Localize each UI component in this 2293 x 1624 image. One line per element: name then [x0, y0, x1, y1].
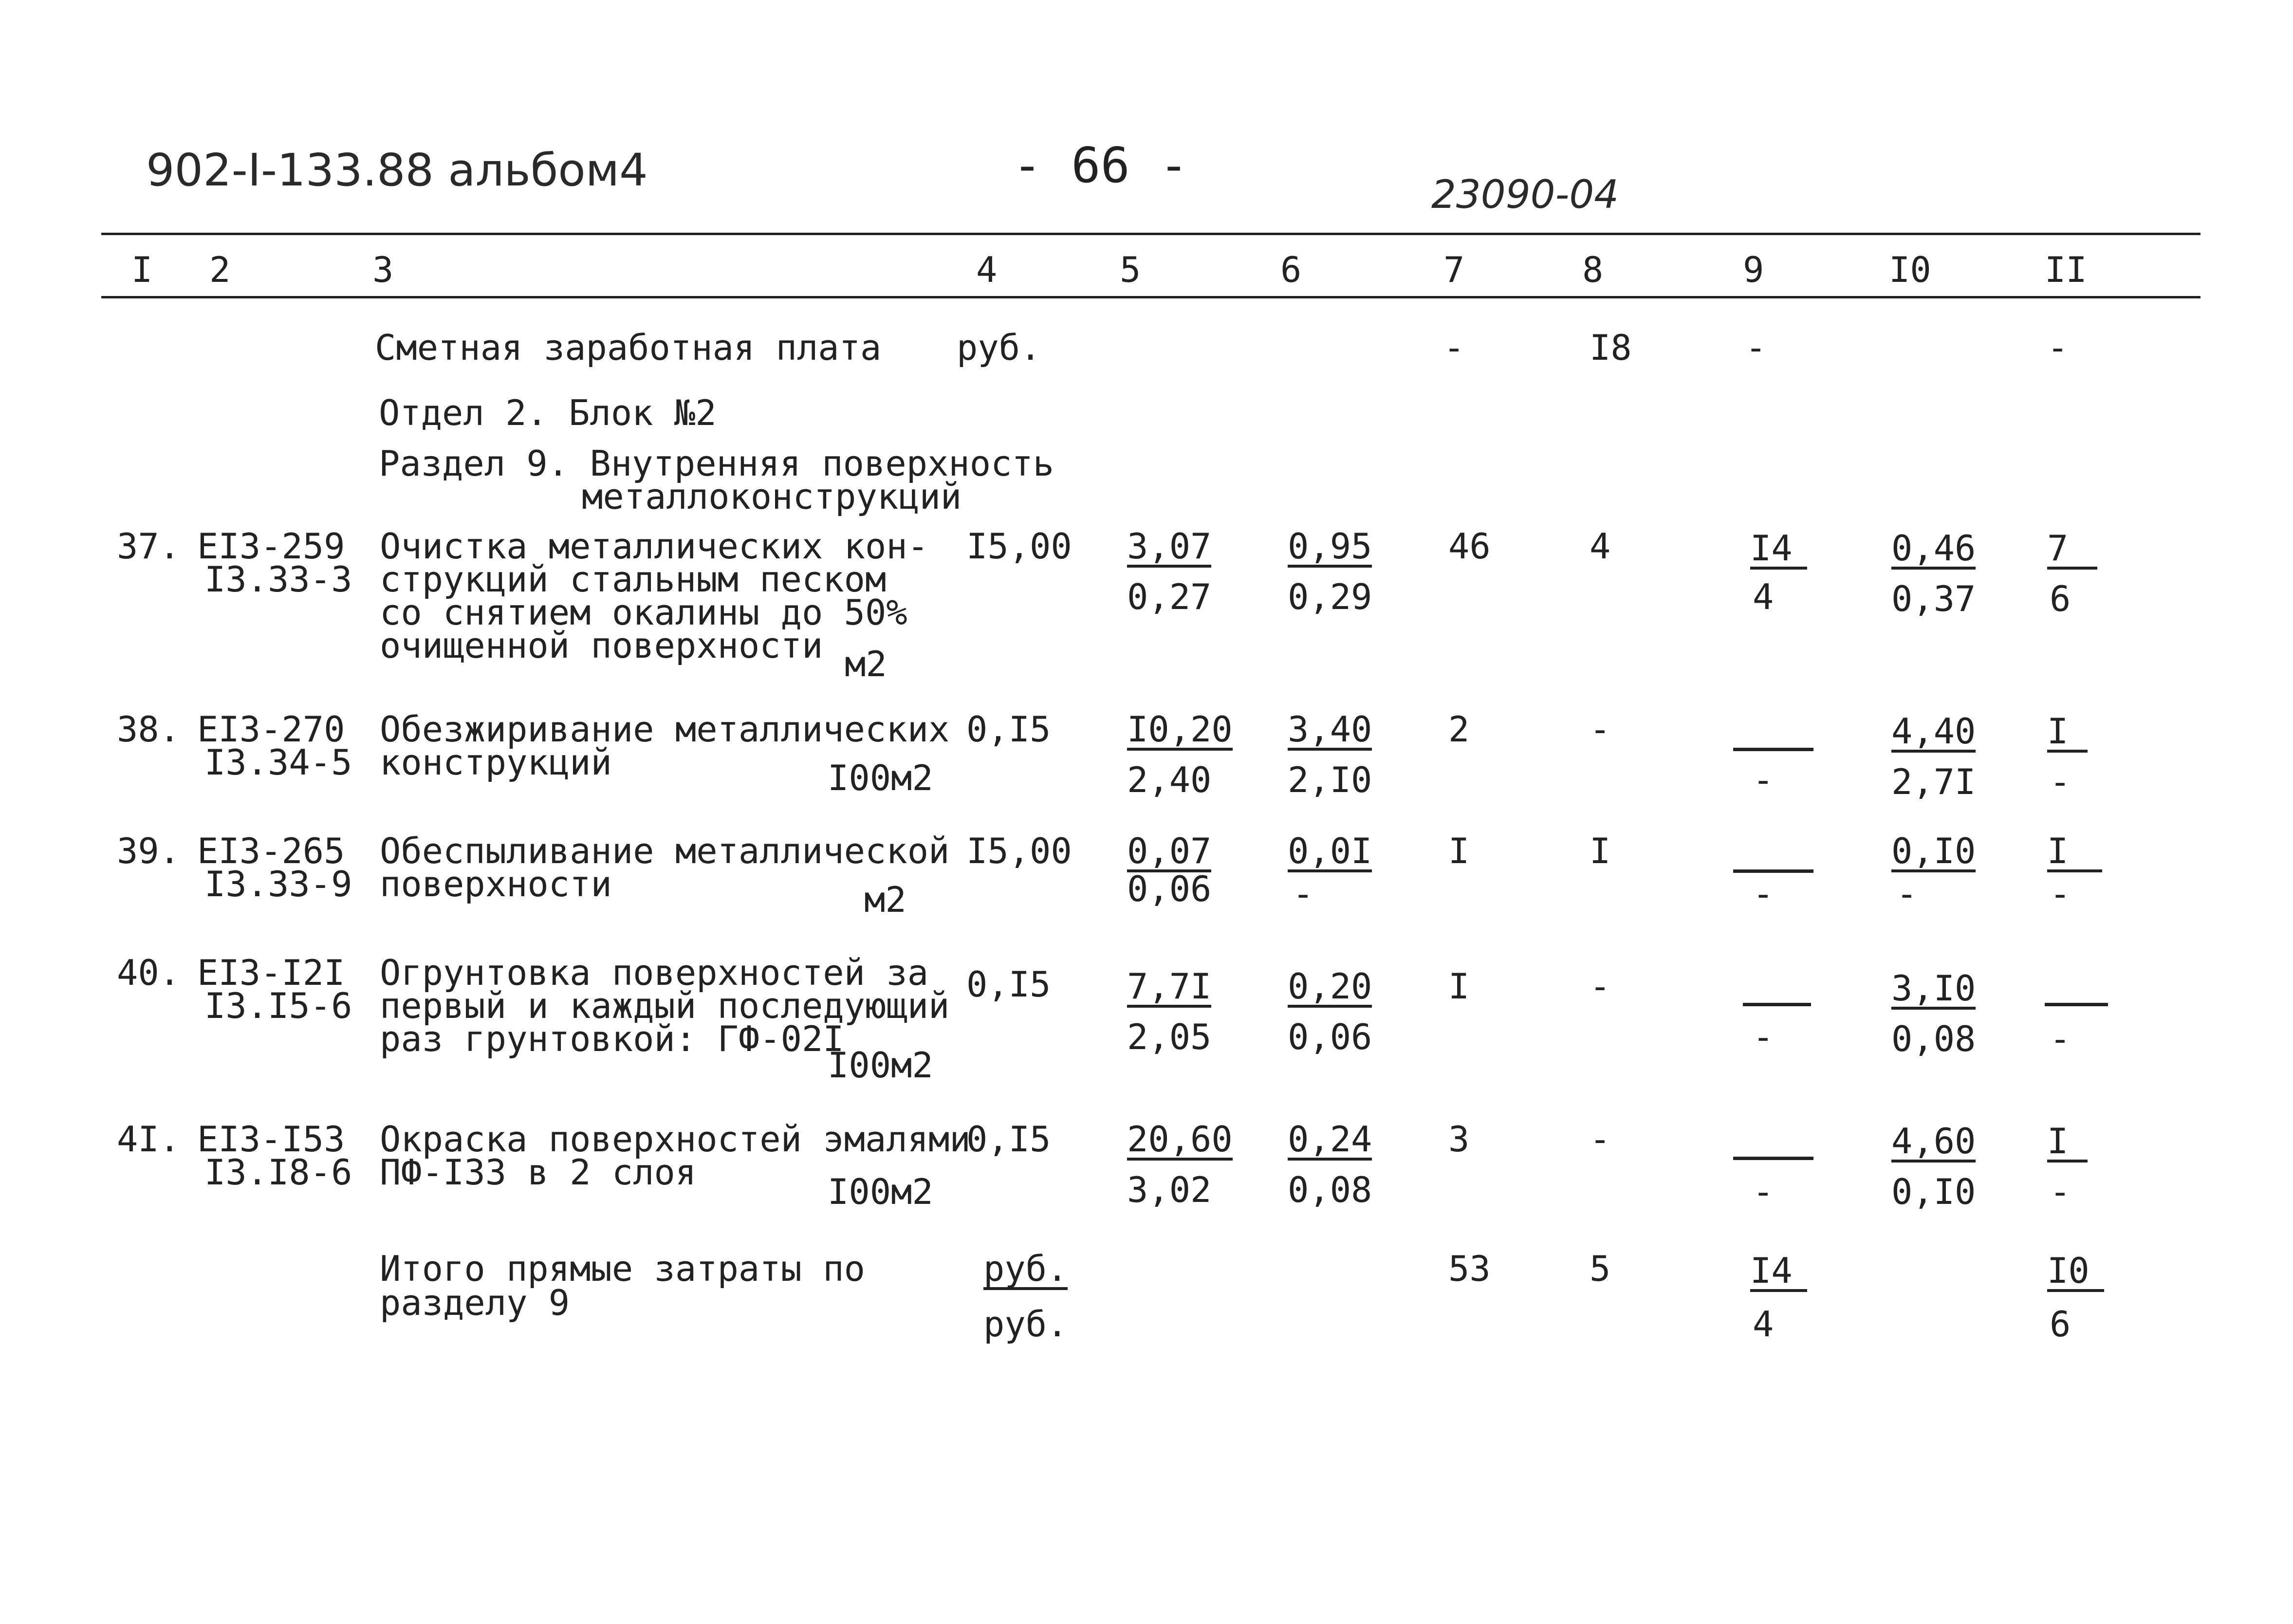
row-c6-top: 0,20	[1288, 966, 1372, 1007]
row-c11-bottom: -	[2050, 761, 2071, 802]
row-c10-bottom: 0,I0	[1891, 1171, 1976, 1212]
row-code-1: ЕI3-259	[197, 526, 345, 567]
row-code-2: I3.33-9	[204, 864, 352, 904]
total-c11-bottom: 6	[2050, 1304, 2071, 1345]
row-number: 39.	[117, 830, 181, 871]
row-description-line: Обеспыливание металлической	[380, 830, 950, 871]
row-c10-bottom: 0,08	[1891, 1018, 1976, 1059]
row-quantity: I5,00	[966, 526, 1072, 567]
wage-row-unit: руб.	[957, 327, 1041, 368]
row-code-1: ЕI3-I2I	[197, 952, 345, 993]
row-c9-top-dash	[1733, 748, 1813, 751]
row-description-line: Окраска поверхностей эмалями	[380, 1119, 971, 1160]
row-c8: -	[1590, 1119, 1611, 1160]
total-unit-bottom: руб.	[983, 1304, 1068, 1345]
row-c9-top-dash	[1743, 1003, 1811, 1006]
row-c9-top-dash	[1733, 1157, 1813, 1160]
row-c9-bottom: -	[1753, 1171, 1774, 1212]
row-c5-bottom: 3,02	[1127, 1169, 1212, 1210]
razdel-heading-line1: Раздел 9. Внутренняя поверхность	[379, 443, 1054, 484]
row-code-1: ЕI3-265	[197, 830, 345, 871]
row-unit: I00м2	[828, 757, 933, 798]
row-code-2: I3.I5-6	[204, 985, 352, 1026]
row-c6-bottom: 0,06	[1288, 1016, 1372, 1057]
row-unit: м2	[864, 879, 906, 920]
row-c9-bottom: -	[1753, 759, 1774, 800]
row-c5-bottom: 0,06	[1127, 868, 1212, 909]
row-description-line: ПФ-I33 в 2 слоя	[380, 1152, 697, 1193]
row-description-line: струкций стальным песком	[380, 559, 887, 600]
row-c5-top: 0,07	[1127, 830, 1212, 871]
row-number: 40.	[117, 952, 181, 993]
row-c8: -	[1590, 709, 1611, 750]
row-c9-bottom: 4	[1753, 576, 1774, 617]
row-c6-top: 0,24	[1288, 1119, 1372, 1160]
row-c7: 3	[1448, 1119, 1470, 1160]
row-c6-bottom: 0,29	[1288, 576, 1372, 617]
row-number: 38.	[117, 709, 181, 750]
row-quantity: 0,I5	[966, 709, 1051, 750]
row-c7: I	[1448, 830, 1470, 871]
razdel-heading-line2: металлоконструкций	[582, 476, 962, 517]
row-c11-bottom: -	[2050, 1171, 2071, 1212]
total-c8: 5	[1590, 1248, 1611, 1289]
row-number: 4I.	[117, 1119, 181, 1160]
row-c6-top: 0,0I	[1288, 830, 1372, 871]
row-description-line: Обезжиривание металлических	[380, 709, 950, 750]
row-code-2: I3.33-3	[204, 559, 352, 600]
row-c8: I	[1590, 830, 1611, 871]
total-text-line2: разделу 9	[380, 1282, 570, 1323]
row-description-line: Огрунтовка поверхностей за	[380, 952, 929, 993]
top-rule	[101, 233, 2201, 235]
row-description-line: конструкций	[380, 742, 612, 783]
row-number: 37.	[117, 526, 181, 567]
row-c11-top: I	[2047, 1124, 2088, 1163]
row-c5-bottom: 2,05	[1127, 1016, 1212, 1057]
row-unit: м2	[845, 644, 887, 684]
row-description-line: раз грунтовкой: ГФ-02I	[380, 1018, 844, 1059]
row-code-1: ЕI3-270	[197, 709, 345, 750]
row-c5-top: 7,7I	[1127, 966, 1212, 1007]
row-c11-bottom: -	[2050, 873, 2071, 914]
wage-row-c7: -	[1443, 327, 1465, 368]
row-code-1: ЕI3-I53	[197, 1119, 345, 1160]
total-c7: 53	[1448, 1248, 1491, 1289]
row-c8: 4	[1590, 526, 1611, 567]
row-quantity: 0,I5	[966, 1119, 1051, 1160]
col-header-4: 4	[976, 249, 998, 290]
row-c10-top: 0,I0	[1891, 830, 1976, 871]
row-c9-bottom: -	[1753, 873, 1774, 914]
row-c11-top: I	[2047, 714, 2088, 753]
row-c10-bottom: 0,37	[1891, 578, 1976, 619]
row-c7: 46	[1448, 526, 1491, 567]
col-header-3: 3	[372, 249, 394, 290]
row-c10-top: 4,60	[1891, 1121, 1976, 1162]
row-code-2: I3.I8-6	[204, 1152, 352, 1193]
row-c11-top: 7	[2047, 531, 2097, 570]
wage-row-c11: -	[2047, 327, 2069, 368]
col-header-2: 2	[209, 249, 231, 290]
row-description-line: поверхности	[380, 864, 612, 904]
row-c10-top: 0,46	[1891, 528, 1976, 569]
total-c9-bottom: 4	[1753, 1304, 1774, 1345]
row-c11-bottom: 6	[2050, 578, 2071, 619]
row-unit: I00м2	[828, 1045, 933, 1086]
row-c6-bottom: 2,I0	[1288, 759, 1372, 800]
col-header-6: 6	[1280, 249, 1302, 290]
header-rule	[101, 296, 2201, 298]
row-c11-bottom: -	[2050, 1018, 2071, 1059]
row-c9-top-dash	[1733, 869, 1813, 873]
row-c6-top: 3,40	[1288, 709, 1372, 750]
stamp-number: 23090-04	[1431, 172, 1619, 217]
row-quantity: I5,00	[966, 830, 1072, 871]
row-c11-top: I	[2047, 833, 2102, 872]
row-quantity: 0,I5	[966, 964, 1051, 1005]
row-c8: -	[1590, 966, 1611, 1007]
row-c7: I	[1448, 966, 1470, 1007]
total-c9-top: I4	[1750, 1253, 1807, 1292]
total-c11-top: I0	[2047, 1253, 2104, 1292]
otdel-heading: Отдел 2. Блок №2	[379, 392, 717, 433]
row-c5-top: 20,60	[1127, 1119, 1233, 1160]
row-c5-bottom: 2,40	[1127, 759, 1212, 800]
row-c10-top: 4,40	[1891, 711, 1976, 752]
row-c10-top: 3,I0	[1891, 968, 1976, 1009]
row-c9-bottom: -	[1753, 1016, 1774, 1057]
row-c5-bottom: 0,27	[1127, 576, 1212, 617]
col-header-5: 5	[1120, 249, 1141, 290]
row-c6-bottom: 0,08	[1288, 1169, 1372, 1210]
row-c11-top-dash	[2045, 1003, 2108, 1006]
col-header-7: 7	[1443, 249, 1465, 290]
document-code: 902-I-133.88 альбом4	[146, 144, 648, 196]
wage-row-c8: I8	[1590, 327, 1632, 368]
total-text-line1: Итого прямые затраты по	[380, 1248, 865, 1289]
row-code-2: I3.34-5	[204, 742, 352, 783]
row-description-line: со снятием окалины до 50%	[380, 592, 907, 633]
row-c5-top: I0,20	[1127, 709, 1233, 750]
row-c5-top: 3,07	[1127, 526, 1212, 567]
row-description-line: Очистка металлических кон-	[380, 526, 929, 567]
col-header-11: II	[2045, 249, 2087, 290]
wage-row-text: Сметная заработная плата	[375, 327, 882, 368]
col-header-10: I0	[1889, 249, 1931, 290]
col-header-1: I	[131, 249, 153, 290]
row-description-line: первый и каждый последующий	[380, 985, 950, 1026]
row-c10-bottom: 2,7I	[1891, 761, 1976, 802]
col-header-8: 8	[1582, 249, 1604, 290]
page-number: - 66 -	[1013, 137, 1189, 194]
total-unit-top: руб.	[983, 1248, 1068, 1289]
row-c9-top: I4	[1750, 531, 1807, 570]
row-unit: I00м2	[828, 1171, 933, 1212]
row-c10-bottom: -	[1896, 873, 1918, 914]
col-header-9: 9	[1743, 249, 1764, 290]
row-description-line: очищенной поверхности	[380, 625, 823, 666]
row-c6-top: 0,95	[1288, 526, 1372, 567]
row-c6-bottom: -	[1293, 873, 1314, 914]
row-c7: 2	[1448, 709, 1470, 750]
wage-row-c9: -	[1745, 327, 1767, 368]
